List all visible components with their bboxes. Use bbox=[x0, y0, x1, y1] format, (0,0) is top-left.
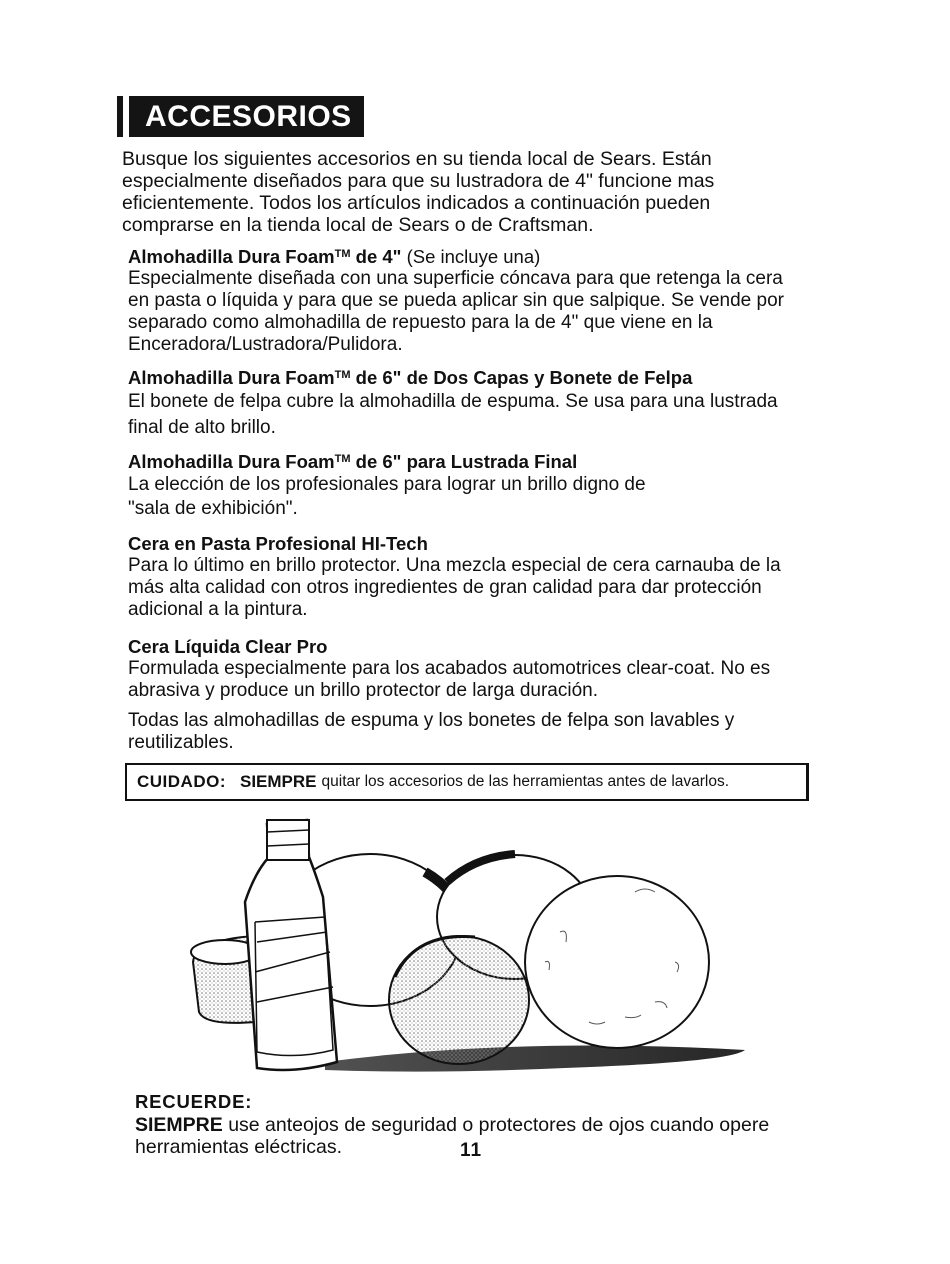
section-paste-wax bbox=[128, 533, 788, 621]
section-heading: Almohadilla Dura Foam™ de 6" de Dos Capas y Bonete de Felpa bbox=[128, 367, 693, 388]
page-number: 11 bbox=[460, 1140, 483, 1161]
section-body: La elección de los profesionales para lograr un brillo digno de "sala de exhibición". bbox=[128, 474, 646, 519]
section-heading: Cera en Pasta Profesional HI-Tech bbox=[128, 533, 428, 554]
section-heading: Cera Líquida Clear Pro bbox=[128, 636, 328, 657]
reminder-title: RECUERDE: bbox=[135, 1091, 253, 1112]
trademark-mark: TM bbox=[334, 369, 351, 381]
accessories-illustration-icon bbox=[185, 812, 765, 1090]
trademark-mark: TM bbox=[334, 453, 351, 465]
intro-paragraph: Busque los siguientes accesorios en su tienda local de Sears. Están especialmente diseñados para que su lustradora de 4" funcione mas eficientemente. Todos los artículos indicados a continuación pueden comprarse en la tienda local de Sears o de Craftsman. bbox=[122, 148, 715, 236]
section-heading: Almohadilla Dura Foam™ de 6" para Lustrada Final bbox=[128, 451, 578, 472]
section-pad-6in-bonnet bbox=[128, 364, 788, 441]
reminder-text: SIEMPRE use anteojos de seguridad o protectores de ojos cuando opere herramientas eléctricas. bbox=[135, 1114, 770, 1158]
section-body: El bonete de felpa cubre la almohadilla de espuma. Se usa para una lustrada final de alto brillo. bbox=[128, 391, 778, 438]
caution-text: quitar los accesorios de las herramientas antes de lavarlos. bbox=[321, 773, 730, 790]
section-pad-4in bbox=[128, 243, 788, 356]
caution-strong: SIEMPRE bbox=[240, 772, 317, 791]
trademark-mark: TM bbox=[334, 248, 351, 260]
section-body: Para lo último en brillo protector. Una mezcla especial de cera carnauba de la más alta calidad con otros ingredientes de gran calidad para dar protección adicional a la pintura. bbox=[128, 555, 781, 620]
section-liquid-wax bbox=[128, 636, 788, 754]
section-pad-6in-final bbox=[128, 448, 788, 521]
caution-label: CUIDADO: bbox=[137, 772, 226, 791]
washable-note: Todas las almohadillas de espuma y los bonetes de felpa son lavables y reutilizables. bbox=[128, 710, 735, 753]
page-title: ACCESORIOS bbox=[123, 96, 364, 137]
polishing-bonnet bbox=[525, 876, 709, 1048]
ground-shadow bbox=[325, 1046, 745, 1072]
section-body: Formulada especialmente para los acabados automotrices clear-coat. No es abrasiva y produce un brillo protector de larga duración. bbox=[128, 658, 771, 701]
section-heading: Almohadilla Dura Foam™ de 4" (Se incluye una) bbox=[128, 246, 541, 267]
caution-box bbox=[125, 763, 809, 801]
section-body: Especialmente diseñada con una superficie cóncava para que retenga la cera en pasta o líquida y para que se pueda aplicar sin que salpique. Se vende por separado como almohadilla de repuesto para la de 4" que viene en la Enceradora/Lustradora/Pulidora. bbox=[128, 268, 784, 355]
